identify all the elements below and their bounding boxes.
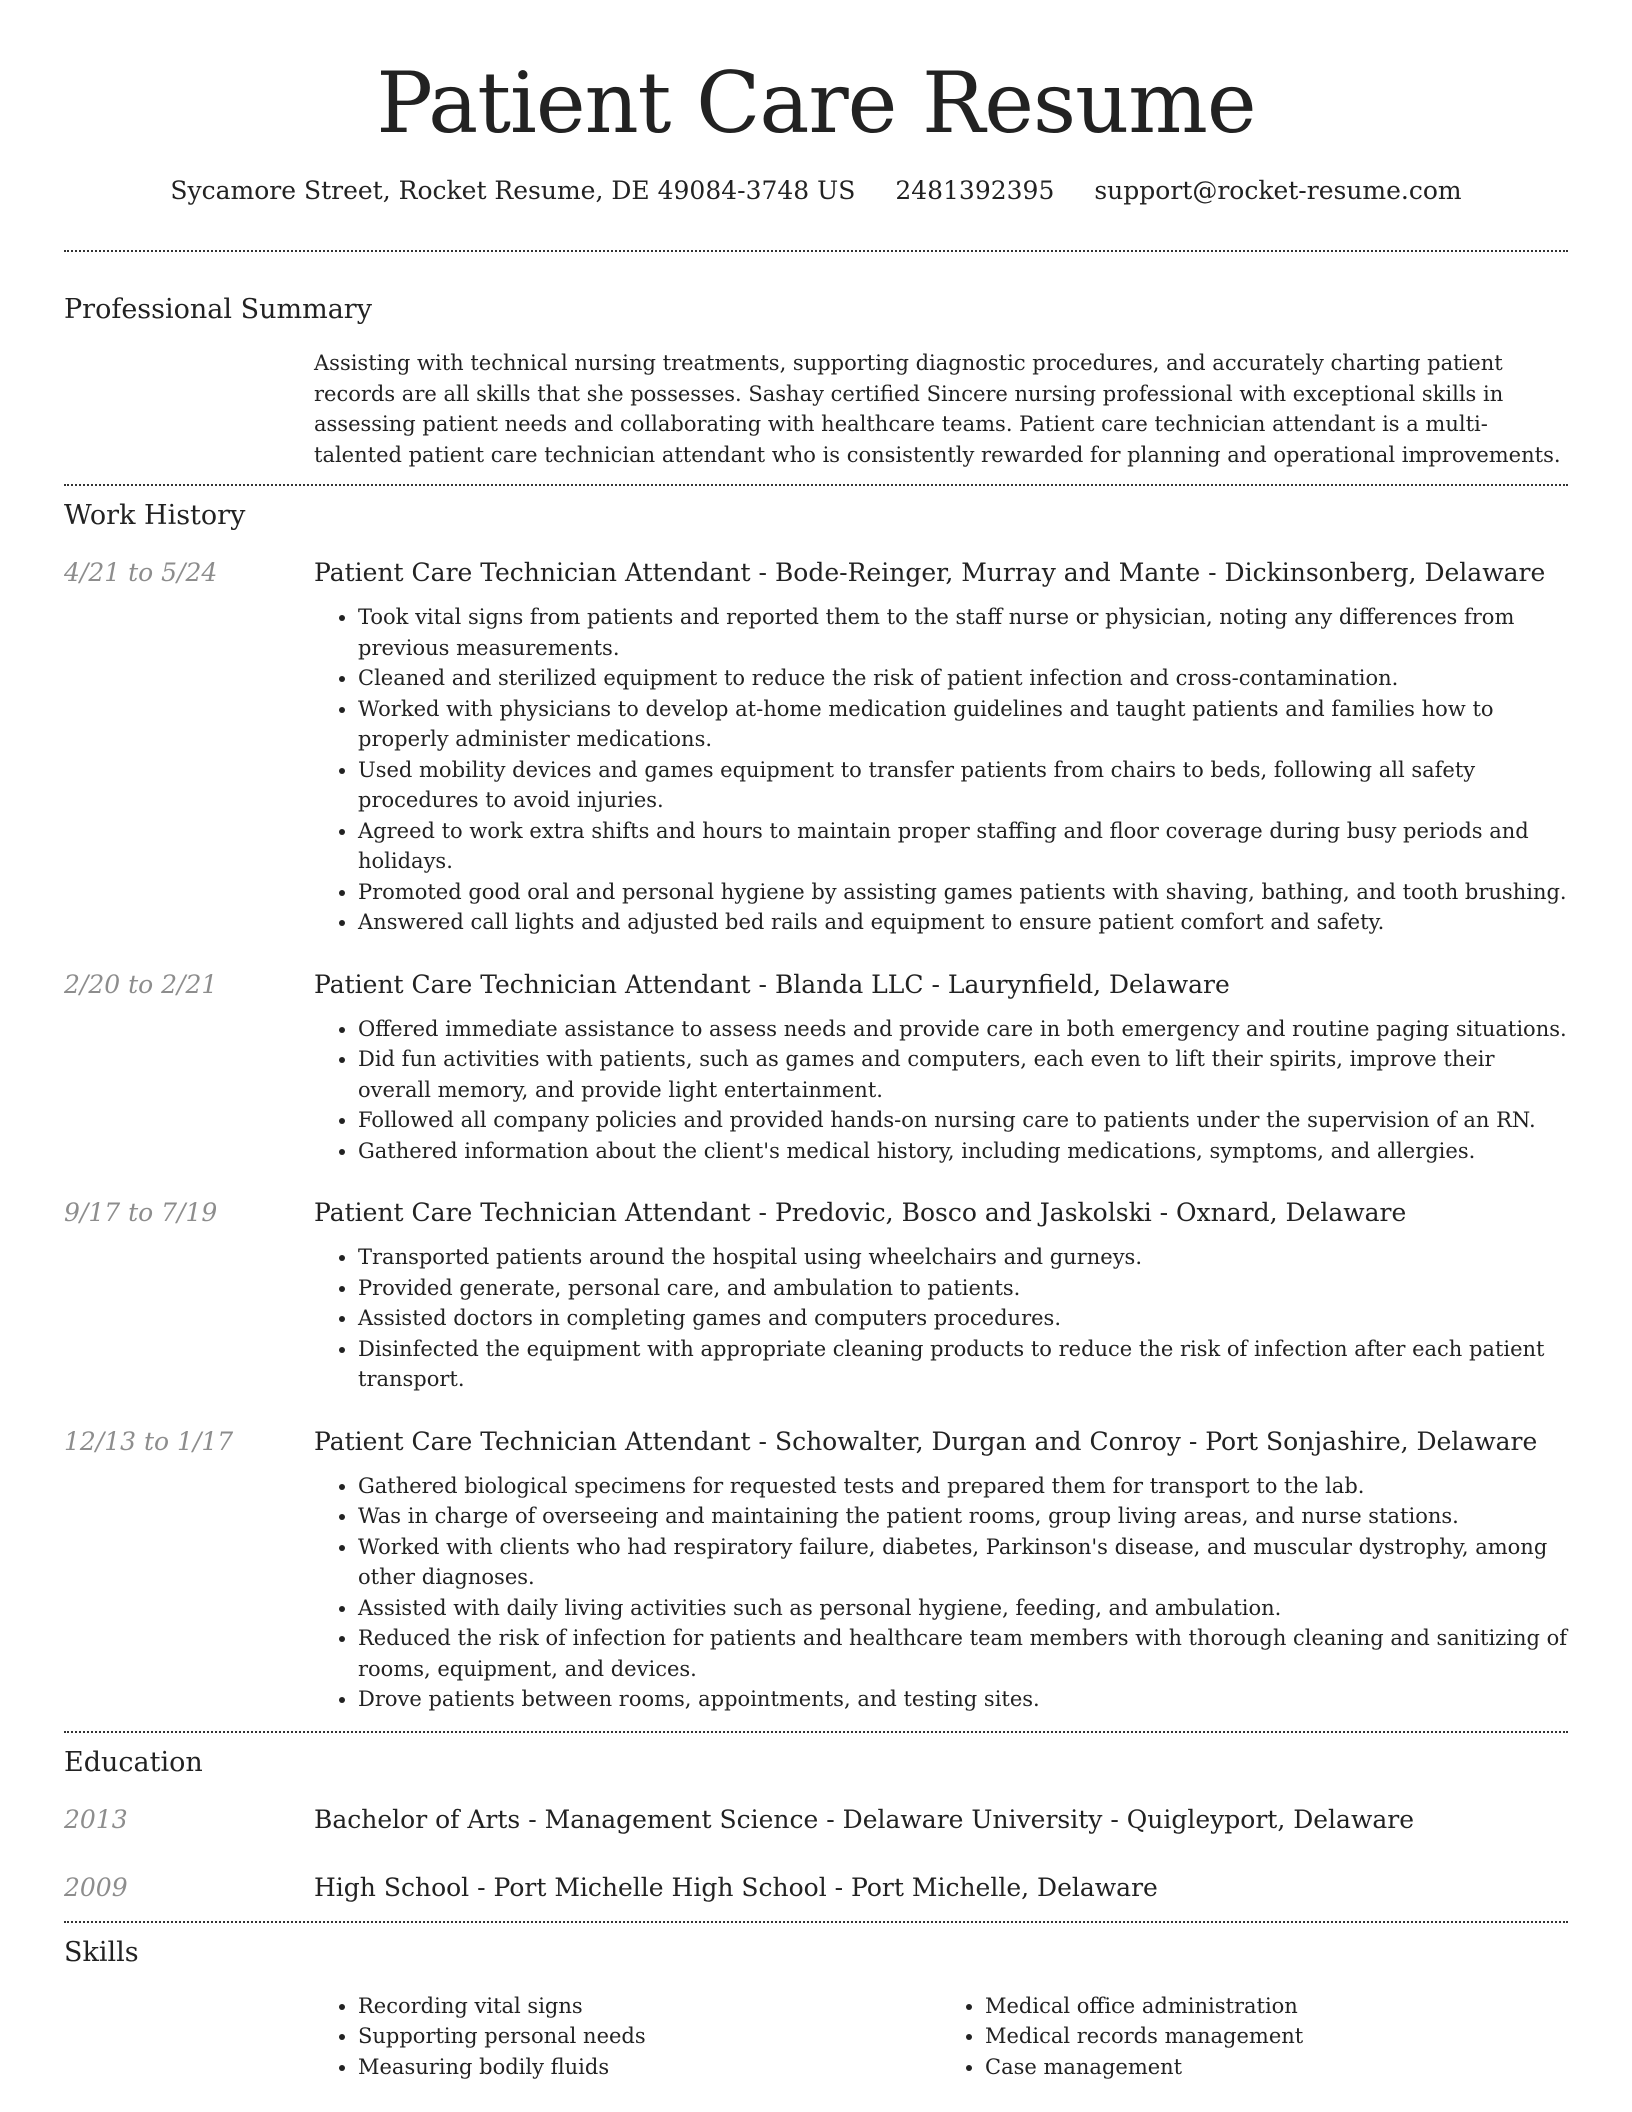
skills-list-right [941,1991,1568,2083]
divider [64,250,1568,252]
job-title: Patient Care Technician Attendant - Predovic, Bosco and Jaskolski - Oxnard, Delaware [314,1198,1407,1227]
list-item: • Recording vital signs [358,1991,941,2022]
job-entry [64,968,1568,1167]
list-item: • Provided generate, personal care, and ambulation to patients. [358,1273,1568,1304]
list-item: • Supporting personal needs [358,2021,941,2052]
summary-text: Assisting with technical nursing treatments, supporting diagnostic procedures, and accurately charting patient records are all skills that she possesses. Sashay certified Sincere nursing professional with exceptional skills in assessing patient needs and collaborating with healthcare teams. Patient care technician attendant is a multi-talented patient care technician attendant who is consistently rewarded for planning and operational improvements. [314,351,1561,467]
education-entry [64,1803,1568,1837]
contact-address: Sycamore Street, Rocket Resume, DE 49084-3748 US [170,176,856,205]
job-bullets [314,1242,1568,1395]
education-title: Bachelor of Arts - Management Science - Delaware University - Quigleyport, Delaware [314,1804,1414,1834]
list-item: • Offered immediate assistance to assess needs and provide care in both emergency and routine paging situations. [358,1014,1568,1045]
contact-phone: 2481392395 [895,176,1055,205]
job-dates: 9/17 to 7/19 [64,1198,218,1227]
list-item: • Gathered information about the client's medical history, including medications, symptoms, and allergies. [358,1136,1568,1167]
education-year: 2013 [64,1804,128,1834]
skills-row [64,1991,1568,2083]
section-title-summary: Professional Summary [64,294,372,325]
list-item: • Measuring bodily fluids [358,2052,941,2083]
list-item: • Transported patients around the hospital using wheelchairs and gurneys. [358,1242,1568,1273]
list-item: • Agreed to work extra shifts and hours to maintain proper staffing and floor coverage during busy periods and holidays. [358,816,1568,877]
contact-email: support@rocket-resume.com [1094,176,1462,205]
section-title-work: Work History [64,500,246,531]
education-year: 2009 [64,1872,128,1902]
job-dates: 12/13 to 1/17 [64,1426,234,1456]
list-item: • Worked with clients who had respiratory failure, diabetes, Parkinson's disease, and muscular dystrophy, among other diagnoses. [358,1532,1568,1593]
job-entry [64,1196,1568,1395]
list-item: • Answered call lights and adjusted bed rails and equipment to ensure patient comfort and safety. [358,907,1568,938]
job-title: Patient Care Technician Attendant - Bode-Reinger, Murray and Mante - Dickinsonberg, Delaware [314,558,1546,587]
list-item: • Gathered biological specimens for requested tests and prepared them for transport to the lab. [358,1471,1568,1502]
list-item: • Cleaned and sterilized equipment to reduce the risk of patient infection and cross-contamination. [358,663,1568,694]
skills-list-left [314,1991,941,2083]
job-dates: 2/20 to 2/21 [64,969,218,999]
job-bullets [314,1471,1568,1715]
education-title: High School - Port Michelle High School - Port Michelle, Delaware [314,1872,1158,1902]
list-item: • Was in charge of overseeing and maintaining the patient rooms, group living areas, and nurse stations. [358,1501,1568,1532]
list-item: • Took vital signs from patients and reported them to the staff nurse or physician, noting any differences from previous measurements. [358,602,1568,663]
list-item: • Followed all company policies and provided hands-on nursing care to patients under the supervision of an RN. [358,1105,1568,1136]
job-dates: 4/21 to 5/24 [64,558,218,587]
list-item: • Medical office administration [985,1991,1568,2022]
list-item: • Used mobility devices and games equipment to transfer patients from chairs to beds, following all safety procedures to avoid injuries. [358,755,1568,816]
job-title: Patient Care Technician Attendant - Schowalter, Durgan and Conroy - Port Sonjashire, Delaware [314,1426,1538,1456]
list-item: • Assisted with daily living activities such as personal hygiene, feeding, and ambulation. [358,1593,1568,1624]
list-item: • Disinfected the equipment with appropriate cleaning products to reduce the risk of infection after each patient transport. [358,1334,1568,1395]
list-item: • Promoted good oral and personal hygiene by assisting games patients with shaving, bathing, and tooth brushing. [358,877,1568,908]
job-bullets [314,1014,1568,1167]
summary-row [64,348,1568,470]
divider [64,1921,1568,1923]
list-item: • Worked with physicians to develop at-home medication guidelines and taught patients and families how to properly administer medications. [358,694,1568,755]
divider [64,484,1568,486]
job-entry [64,1425,1568,1715]
job-entry [64,556,1568,938]
list-item: • Case management [985,2052,1568,2083]
education-entry [64,1871,1568,1905]
resume-name: Patient Care Resume [376,54,1256,152]
job-bullets [314,602,1568,938]
job-title: Patient Care Technician Attendant - Blanda LLC - Laurynfield, Delaware [314,969,1230,999]
list-item: • Reduced the risk of infection for patients and healthcare team members with thorough cleaning and sanitizing of rooms, equipment, and devices. [358,1623,1568,1684]
list-item: • Medical records management [985,2021,1568,2052]
section-title-skills: Skills [64,1936,139,1968]
list-item: • Drove patients between rooms, appointments, and testing sites. [358,1684,1568,1715]
divider [64,1731,1568,1733]
list-item: • Did fun activities with patients, such as games and computers, each even to lift their spirits, improve their overall memory, and provide light entertainment. [358,1044,1568,1105]
section-title-education: Education [64,1746,203,1778]
contact-line [0,174,1632,208]
list-item: • Assisted doctors in completing games and computers procedures. [358,1303,1568,1334]
